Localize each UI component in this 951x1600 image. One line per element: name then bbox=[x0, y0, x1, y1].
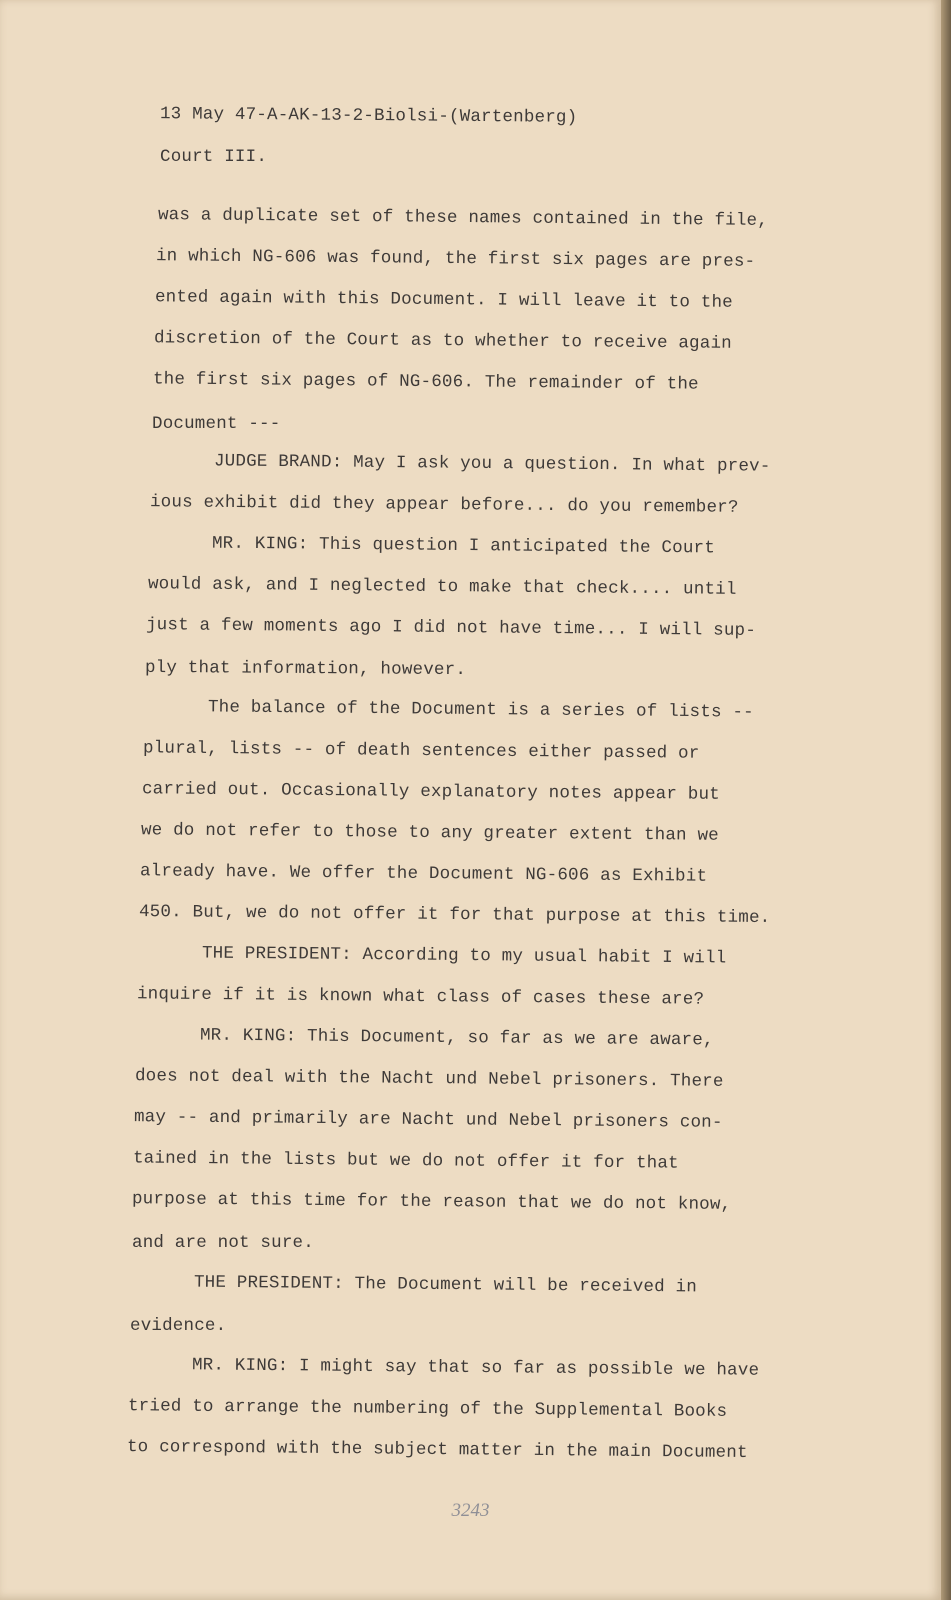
speaker-paragraph-line: THE PRESIDENT: According to my usual habit I will bbox=[201, 943, 727, 969]
body-line: ply that information, however. bbox=[144, 657, 467, 681]
body-line: discretion of the Court as to whether to receive again bbox=[153, 328, 732, 354]
body-line: does not deal with the Nacht und Nebel prisoners. There bbox=[134, 1066, 724, 1092]
page-number: 3243 bbox=[451, 1500, 490, 1521]
body-line: may -- and primarily are Nacht und Nebel prisoners con- bbox=[133, 1107, 723, 1133]
body-line: plural, lists -- of death sentences either passed or bbox=[142, 738, 700, 764]
body-line: and are not sure. bbox=[132, 1233, 314, 1253]
page-edge-shadow bbox=[941, 0, 951, 1600]
body-line: in which NG-606 was found, the first six pages are pres- bbox=[155, 246, 756, 272]
body-line: ious exhibit did they appear before... do you remember? bbox=[149, 492, 739, 518]
body-line: to correspond with the subject matter in the main Document bbox=[126, 1437, 748, 1463]
header-court-line: Court III. bbox=[160, 147, 268, 167]
body-paragraph-line: The balance of the Document is a series of lists -- bbox=[207, 697, 754, 723]
speaker-paragraph-line: THE PRESIDENT: The Document will be received in bbox=[193, 1272, 698, 1298]
speaker-paragraph-line: MR. KING: I might say that so far as possible we have bbox=[191, 1355, 760, 1381]
speaker-paragraph-line: JUDGE BRAND: May I ask you a question. In what prev- bbox=[213, 451, 771, 477]
body-line: 450. But, we do not offer it for that purpose at this time. bbox=[138, 901, 771, 929]
body-line: tained in the lists but we do not offer it for that bbox=[132, 1148, 679, 1174]
body-line: already have. We offer the Document NG-606 as Exhibit bbox=[139, 861, 708, 887]
body-line: Document --- bbox=[152, 414, 281, 434]
header-reference-line: 13 May 47-A-AK-13-2-Biolsi-(Wartenberg) bbox=[159, 104, 578, 128]
body-line: purpose at this time for the reason that we do not know, bbox=[131, 1189, 732, 1215]
body-line: tried to arrange the numbering of the Supplemental Books bbox=[127, 1396, 728, 1422]
body-line: was a duplicate set of these names contained in the file, bbox=[157, 205, 769, 231]
body-line: the first six pages of NG-606. The remainder of the bbox=[152, 369, 699, 395]
body-line: evidence. bbox=[130, 1316, 227, 1336]
body-line: ented again with this Document. I will leave it to the bbox=[154, 287, 733, 313]
speaker-paragraph-line: MR. KING: This Document, so far as we are aware, bbox=[199, 1025, 714, 1051]
speaker-paragraph-line: MR. KING: This question I anticipated the Court bbox=[211, 533, 716, 559]
body-line: carried out. Occasionally explanatory notes appear but bbox=[141, 779, 720, 805]
body-line: we do not refer to those to any greater extent than we bbox=[140, 820, 719, 846]
body-line: would ask, and I neglected to make that check.... until bbox=[147, 574, 737, 600]
body-line: inquire if it is known what class of cases these are? bbox=[136, 984, 705, 1010]
body-line: just a few moments ago I did not have time... I will sup- bbox=[145, 615, 757, 641]
